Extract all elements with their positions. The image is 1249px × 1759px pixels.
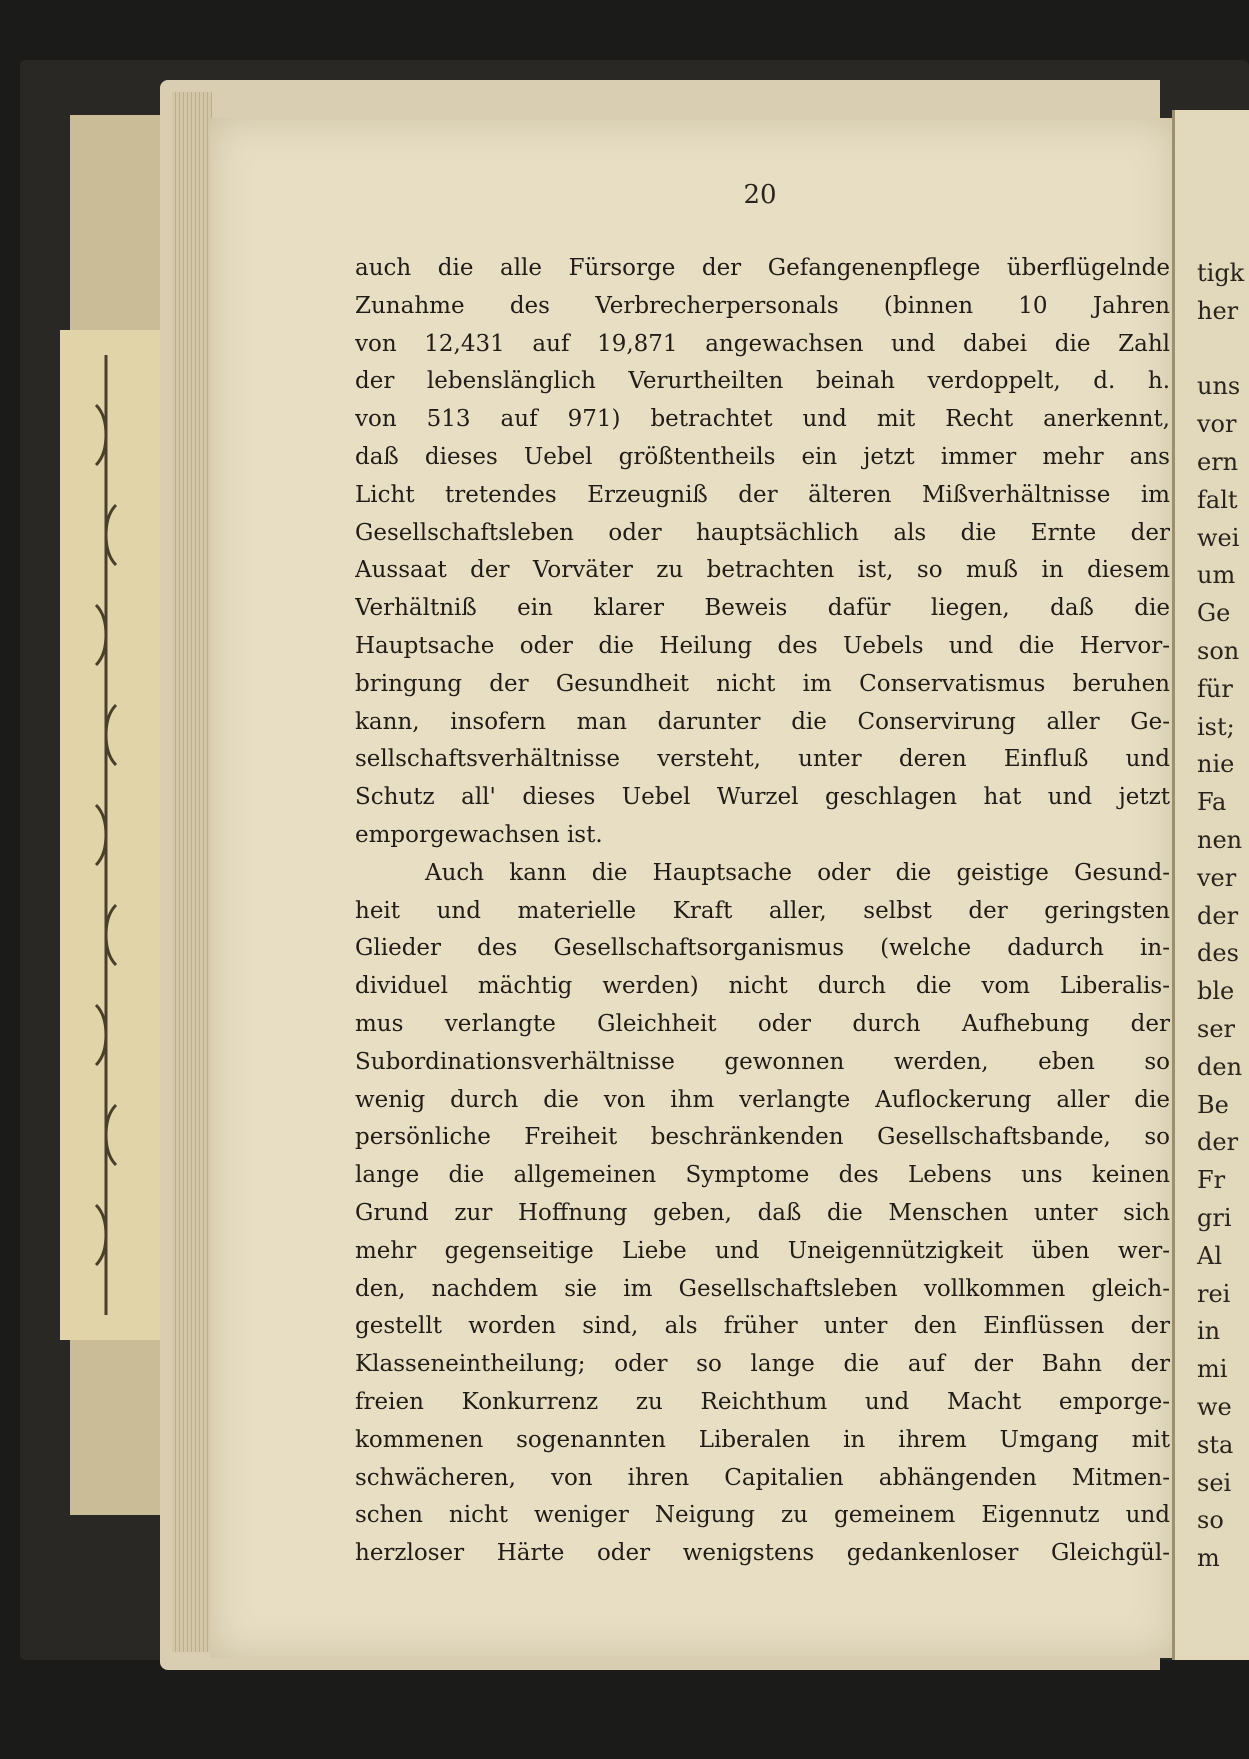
text-line: emporgewachsen ist. [355,821,603,848]
text-line: wenig durch die von ihm verlangte Auflockerung aller die [355,1086,1170,1113]
text-line: der lebenslänglich Verurtheilten beinah verdoppelt, d. h. [355,368,1170,395]
text-line: daß dieses Uebel größtentheils ein jetzt immer mehr ans [355,443,1170,470]
page-number: 20 [743,180,777,210]
text-line: Aussaat der Vorväter zu betrachten ist, so muß in diesem [355,557,1170,584]
next-page-fragment: den [1197,1052,1243,1081]
next-page-fragment: der [1197,1128,1239,1157]
next-page-fragment: sta [1197,1430,1234,1459]
text-line: Licht tretendes Erzeugniß der älteren Mißverhältnisse im [355,481,1170,508]
text-line: mus verlangte Gleichheit oder durch Aufhebung der [355,1010,1170,1037]
next-page-fragment: Al [1197,1241,1223,1270]
next-page-fragment: ble [1197,977,1235,1006]
text-line: Verhältniß ein klarer Beweis dafür liegen, daß die [355,595,1170,622]
text-line: Grund zur Hoffnung geben, daß die Menschen unter sich [355,1199,1170,1226]
text-line: kann, insofern man darunter die Conservirung aller Ge- [355,708,1170,735]
next-page-fragment [1175,331,1249,369]
next-page-fragment: in [1197,1317,1221,1346]
text-line: heit und materielle Kraft aller, selbst der geringsten [355,897,1170,924]
next-page-fragment: so [1197,1506,1224,1535]
next-page-fragment: mi [1197,1355,1228,1384]
next-page-fragment: nen [1197,825,1243,854]
text-line: Klasseneintheilung; oder so lange die auf der Bahn der [355,1351,1170,1378]
next-page-fragment: nie [1197,750,1235,779]
text-line: von 12,431 auf 19,871 angewachsen und dabei die Zahl [355,330,1170,357]
text-line: sellschaftsverhältnisse versteht, unter deren Einfluß und [355,746,1170,773]
text-line: gestellt worden sind, als früher unter den Einflüssen der [355,1313,1170,1340]
text-line: Glieder des Gesellschaftsorganismus (welche dadurch in- [355,935,1170,962]
next-page-edge [1172,110,1249,1660]
next-page-fragment: ern [1197,447,1239,476]
next-page-fragment: her [1197,296,1239,325]
next-page-fragment: tigk [1197,259,1245,287]
text-line: persönliche Freiheit beschränkenden Gesellschaftsbande, so [355,1124,1170,1151]
next-page-fragment: falt [1197,485,1238,514]
next-page-fragment: des [1197,939,1239,968]
text-line: lange die allgemeinen Symptome des Lebens uns keinen [355,1162,1170,1189]
text-line: kommenen sogenannten Liberalen in ihrem Umgang mit [355,1426,1170,1453]
next-page-fragment: rei [1197,1279,1231,1308]
ornament-border [82,345,130,1325]
next-page-fragment: son [1197,636,1240,665]
page-edges [172,92,212,1652]
next-page-fragment: gri [1197,1203,1232,1232]
next-page-fragment: für [1197,674,1233,703]
next-page-fragment: wei [1197,523,1240,552]
text-line: Zunahme des Verbrecherpersonals (binnen 10 Jahren [355,292,1170,319]
body-text [355,250,1170,1573]
next-page-fragment: vor [1197,410,1237,439]
text-line: freien Konkurrenz zu Reichthum und Macht emporge- [355,1388,1170,1415]
next-page-fragment: ser [1197,1014,1235,1043]
text-line: Hauptsache oder die Heilung des Uebels und die Hervor- [355,632,1170,659]
text-line: bringung der Gesundheit nicht im Conservatismus beruhen [355,670,1170,697]
text-line: mehr gegenseitige Liebe und Uneigennützigkeit üben wer- [355,1237,1170,1264]
text-line: schen nicht weniger Neigung zu gemeinem Eigennutz und [355,1502,1170,1529]
next-page-fragment: ist; [1197,712,1235,741]
text-line: dividuel mächtig werden) nicht durch die vom Liberalis- [355,973,1170,1000]
text-line: den, nachdem sie im Gesellschaftsleben vollkommen gleich- [355,1275,1170,1302]
next-page-fragment: um [1197,561,1236,590]
text-line: Gesellschaftsleben oder hauptsächlich als die Ernte der [355,519,1170,546]
text-line: herzloser Härte oder wenigstens gedankenloser Gleichgül- [355,1540,1170,1567]
next-page-fragment: Be [1197,1090,1229,1119]
next-page-fragment: Ge [1197,599,1231,628]
next-page-fragment: der [1197,901,1239,930]
next-page-fragment: m [1197,1544,1220,1573]
text-line: von 513 auf 971) betrachtet und mit Recht anerkennt, [355,406,1170,433]
text-line: Subordinationsverhältnisse gewonnen werden, eben so [355,1048,1170,1075]
text-line: Auch kann die Hauptsache oder die geistige Gesund- [425,859,1170,886]
next-page-fragment: ver [1197,863,1237,892]
next-page-fragment: uns [1197,372,1241,401]
next-page-fragment: sei [1197,1468,1232,1497]
text-line: Schutz all' dieses Uebel Wurzel geschlagen hat und jetzt [355,784,1170,811]
text-line: schwächeren, von ihren Capitalien abhängenden Mitmen- [355,1464,1170,1491]
next-page-fragment: Fr [1197,1166,1226,1195]
text-line: auch die alle Fürsorge der Gefangenenpflege überflügelnde [355,255,1170,281]
next-page-fragment: Fa [1197,788,1227,817]
next-page-fragment: we [1197,1392,1232,1421]
